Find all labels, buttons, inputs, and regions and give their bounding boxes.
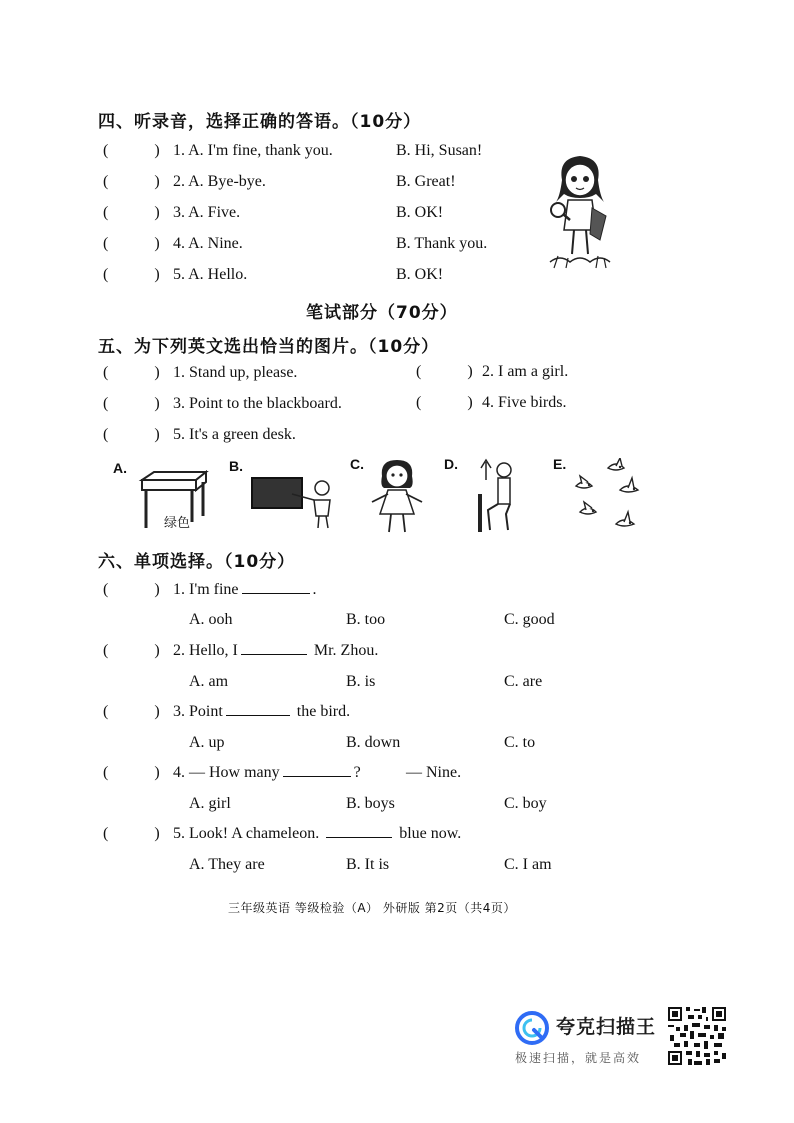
- answer-paren[interactable]: ( ): [416, 363, 473, 380]
- scanner-logo-icon: [514, 1010, 550, 1046]
- girl-icon: [366, 458, 428, 538]
- section6-q2-option-c[interactable]: C. are: [504, 673, 543, 690]
- girl-with-magnifier-icon: [540, 150, 620, 275]
- answer-paren[interactable]: ( ): [103, 426, 160, 443]
- scanner-brand: 夸克扫描王: [556, 1016, 657, 1038]
- section4-item-1: ( ) 1. A. I'm fine, thank you.: [103, 142, 333, 159]
- answer-blank[interactable]: [326, 836, 392, 838]
- section6-question-5: ( ) 5. Look! A chameleon. blue now.: [103, 825, 462, 842]
- standing-up-icon: [470, 458, 520, 536]
- section6-title: 六、单项选择。（10分）: [98, 552, 296, 572]
- section4-item-2: ( ) 2. A. Bye-bye.: [103, 173, 266, 190]
- section6-q3-option-c[interactable]: C. to: [504, 734, 536, 751]
- section6-q5-option-a[interactable]: A. They are: [189, 856, 265, 873]
- answer-paren[interactable]: ( ): [103, 204, 160, 221]
- answer-paren[interactable]: ( ): [103, 581, 160, 598]
- section6-q4-option-a[interactable]: A. girl: [189, 795, 231, 812]
- answer-paren[interactable]: ( ): [103, 266, 160, 283]
- picture-label-c: C.: [350, 456, 364, 472]
- section4-title: 四、听录音，选择正确的答语。（10分）: [98, 112, 422, 132]
- desk-caption: 绿色: [164, 516, 191, 531]
- answer-blank[interactable]: [226, 714, 290, 716]
- section6-question-3: ( ) 3. Point the bird.: [103, 703, 351, 720]
- picture-label-e: E.: [553, 456, 567, 472]
- five-birds-icon: [570, 458, 646, 540]
- section6-q4-option-c[interactable]: C. boy: [504, 795, 547, 812]
- picture-label-a: A.: [113, 460, 127, 476]
- section6-q4-option-b[interactable]: B. boys: [346, 795, 395, 812]
- section4-item-5-option-b: B. OK!: [396, 266, 444, 283]
- section6-q5-option-b[interactable]: B. It is: [346, 856, 390, 873]
- section4-item-3: ( ) 3. A. Five.: [103, 204, 241, 221]
- answer-paren[interactable]: ( ): [103, 642, 160, 659]
- answer-blank[interactable]: [241, 653, 307, 655]
- section6-q4-answer: — Nine.: [406, 764, 462, 781]
- scanner-slogan: 极速扫描，就是高效: [515, 1051, 642, 1065]
- section6-q1-option-a[interactable]: A. ooh: [189, 611, 233, 628]
- answer-paren[interactable]: ( ): [103, 173, 160, 190]
- section4-item-2-option-b: B. Great!: [396, 173, 456, 190]
- section5-item-1: ( ) 1. Stand up, please.: [103, 364, 298, 381]
- answer-paren[interactable]: ( ): [416, 394, 473, 411]
- section5-item-2: ( ) 2. I am a girl.: [416, 363, 569, 380]
- section6-q3-option-b[interactable]: B. down: [346, 734, 401, 751]
- answer-paren[interactable]: ( ): [103, 235, 160, 252]
- section4-item-1-option-b: B. Hi, Susan!: [396, 142, 483, 159]
- section6-question-4: ( ) 4. — How many ?: [103, 764, 361, 781]
- qr-code-icon: [666, 1005, 728, 1067]
- section6-q5-option-c[interactable]: C. I am: [504, 856, 552, 873]
- section6-q1-option-b[interactable]: B. too: [346, 611, 386, 628]
- section6-question-2: ( ) 2. Hello, I Mr. Zhou.: [103, 642, 379, 659]
- answer-blank[interactable]: [283, 775, 351, 777]
- written-part-title: 笔试部分（70分）: [306, 303, 458, 323]
- section4-item-5: ( ) 5. A. Hello.: [103, 266, 248, 283]
- section4-item-4-option-b: B. Thank you.: [396, 235, 488, 252]
- section5-item-5: ( ) 5. It's a green desk.: [103, 426, 296, 443]
- answer-paren[interactable]: ( ): [103, 364, 160, 381]
- section5-item-3: ( ) 3. Point to the blackboard.: [103, 395, 342, 412]
- section5-item-4: ( ) 4. Five birds.: [416, 394, 567, 411]
- answer-blank[interactable]: [242, 592, 310, 594]
- section4-item-4: ( ) 4. A. Nine.: [103, 235, 243, 252]
- answer-paren[interactable]: ( ): [103, 142, 160, 159]
- page-footer: 三年级英语 等级检验（A） 外研版 第2页（共4页）: [228, 901, 516, 915]
- section6-q1-option-c[interactable]: C. good: [504, 611, 555, 628]
- answer-paren[interactable]: ( ): [103, 825, 160, 842]
- answer-paren[interactable]: ( ): [103, 395, 160, 412]
- section6-q2-option-a[interactable]: A. am: [189, 673, 229, 690]
- answer-paren[interactable]: ( ): [103, 703, 160, 720]
- section4-item-3-option-b: B. OK!: [396, 204, 444, 221]
- section6-q2-option-b[interactable]: B. is: [346, 673, 376, 690]
- section6-q3-option-a[interactable]: A. up: [189, 734, 225, 751]
- section6-question-1: ( ) 1. I'm fine .: [103, 581, 317, 598]
- picture-label-d: D.: [444, 456, 458, 472]
- answer-paren[interactable]: ( ): [103, 764, 160, 781]
- blackboard-pointing-icon: [248, 470, 336, 530]
- picture-label-b: B.: [229, 458, 243, 474]
- section5-title: 五、为下列英文选出恰当的图片。（10分）: [98, 337, 440, 357]
